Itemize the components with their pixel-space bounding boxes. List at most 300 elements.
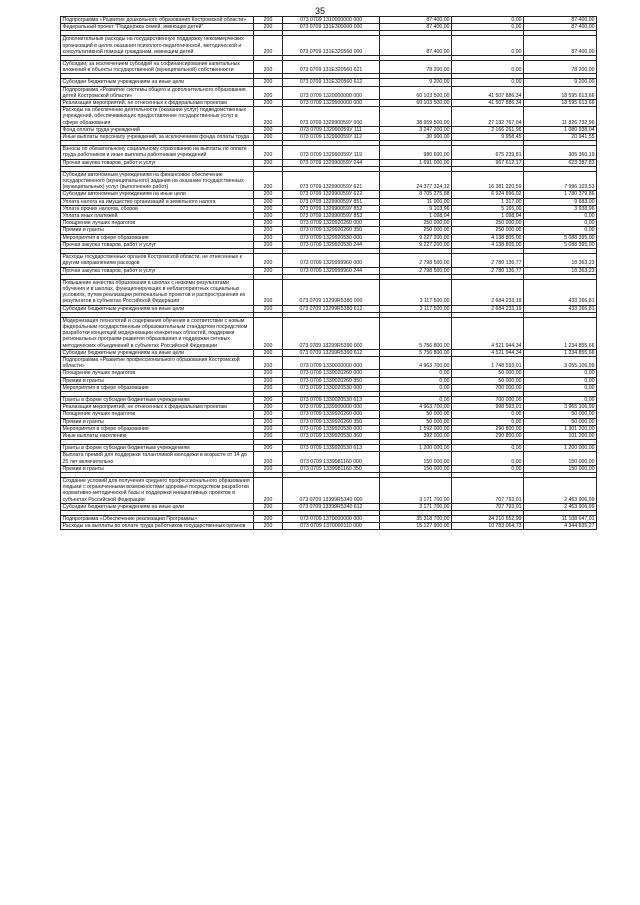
row-rest-cell: 9 683,00 <box>524 198 597 205</box>
row-gr-cell: 200 <box>254 205 283 212</box>
row-code-cell: 073 0709 1339900000 000 <box>283 404 380 411</box>
row-code-cell: 073 0709 1329920530 244 <box>283 241 380 248</box>
row-rest-cell: 50 000,00 <box>524 418 597 425</box>
table-row <box>61 477 597 503</box>
row-rest-cell: 433 266,81 <box>524 279 597 305</box>
row-plan-cell: 24 377 324,12 <box>380 171 452 191</box>
row-name-cell: Премии и гранты <box>61 418 254 425</box>
row-name-cell: Субсидии, за исключением субсидий на софинансирование капитальных вложений в объекты государственной (муниципальной) собственности <box>61 61 254 74</box>
table-row <box>61 227 597 234</box>
row-rest-cell: 150 000,00 <box>524 465 597 472</box>
row-code-cell: 073 0709 132990059У 851 <box>283 198 380 205</box>
row-fact-cell: 0,00 <box>452 411 524 418</box>
row-name-cell: Прочая закупка товаров, работ и услуг <box>61 267 254 274</box>
row-name-cell: Премии и гранты <box>61 377 254 384</box>
table-row <box>61 191 597 198</box>
table-row <box>61 411 597 418</box>
row-fact-cell: 2 166 261,96 <box>452 126 524 133</box>
row-fact-cell: 4 138 805,00 <box>452 234 524 241</box>
row-fact-cell: 2 684 233,19 <box>452 305 524 312</box>
row-plan-cell: 150 000,00 <box>380 465 452 472</box>
row-gr-cell: 200 <box>254 445 283 452</box>
row-name-cell: Подпрограмма «Развитие дошкольного образования Костромской области» <box>61 17 254 24</box>
row-plan-cell: 1 200 000,00 <box>380 445 452 452</box>
row-gr-cell: 200 <box>254 17 283 24</box>
table-row <box>61 36 597 56</box>
row-code-cell: 073 0709 13399R5340 000 <box>283 477 380 503</box>
row-rest-cell: 0,00 <box>524 396 597 403</box>
row-gr-cell: 200 <box>254 86 283 99</box>
row-code-cell: 073 0709 1370000110 000 <box>283 523 380 530</box>
row-code-cell: 073 0709 1330020260 350 <box>283 377 380 384</box>
row-plan-cell: 78 200,00 <box>380 61 452 74</box>
row-rest-cell: 1 200 000,00 <box>524 445 597 452</box>
row-plan-cell: 60 103 500,00 <box>380 100 452 107</box>
row-rest-cell: 3 965 106,99 <box>524 404 597 411</box>
row-gr-cell: 200 <box>254 227 283 234</box>
row-code-cell: 073 0709 1339920260 350 <box>283 418 380 425</box>
row-code-cell: 073 0709 1329900000 000 <box>283 100 380 107</box>
row-gr-cell: 200 <box>254 198 283 205</box>
row-gr-cell: 200 <box>254 418 283 425</box>
row-code-cell: 073 0709 131E320560 612 <box>283 79 380 86</box>
row-rest-cell: 4 344 835,27 <box>524 523 597 530</box>
row-gr-cell: 200 <box>254 317 283 349</box>
row-gr-cell: 200 <box>254 24 283 31</box>
row-name-cell: Уплата налога на имущество организаций и земельного налога <box>61 198 254 205</box>
row-fact-cell: 9 958,45 <box>452 134 524 141</box>
row-rest-cell: 3 055 106,99 <box>524 356 597 369</box>
row-code-cell: 073 0709 1370000000 000 <box>283 516 380 523</box>
row-rest-cell: 78 200,00 <box>524 61 597 74</box>
row-gr-cell: 200 <box>254 134 283 141</box>
row-gr-cell: 200 <box>254 465 283 472</box>
row-gr-cell: 200 <box>254 411 283 418</box>
row-name-cell: Дополнительные расходы на государственную поддержку некоммерческих организаций в целях оказания психолого-педагогической, методической и консультативной помощи гражданам, имеющим детей <box>61 36 254 56</box>
row-fact-cell: 41 507 886,34 <box>452 100 524 107</box>
row-code-cell: 073 0709 1339920530 613 <box>283 445 380 452</box>
row-name-cell: Прочая закупка товаров, работ и услуг <box>61 159 254 166</box>
page-number: 35 <box>314 6 325 16</box>
row-code-cell: 073 0709 1329920260 350 <box>283 227 380 234</box>
row-code-cell: 073 0709 1330000000 000 <box>283 356 380 369</box>
table-row <box>61 503 597 510</box>
row-fact-cell: 4 521 944,34 <box>452 349 524 356</box>
row-name-cell: Субсидии автономным учреждениям на иные цели <box>61 191 254 198</box>
row-gr-cell: 200 <box>254 370 283 377</box>
row-code-cell: 073 0709 1310000000 000 <box>283 17 380 24</box>
table-row <box>61 370 597 377</box>
row-fact-cell: 10 783 064,73 <box>452 523 524 530</box>
table-row <box>61 305 597 312</box>
row-plan-cell: 9 227 200,00 <box>380 241 452 248</box>
row-code-cell: 073 0709 13299R5390 612 <box>283 349 380 356</box>
row-fact-cell: 250 000,00 <box>452 227 524 234</box>
row-name-cell: Фонд оплаты труда учреждений <box>61 126 254 133</box>
row-code-cell: 073 0709 13299R5380 000 <box>283 279 380 305</box>
row-name-cell: Федеральный проект "Поддержка семей, имеющих детей" <box>61 24 254 31</box>
row-fact-cell: 290 800,00 <box>452 425 524 432</box>
table-row <box>61 377 597 384</box>
table-row <box>61 61 597 74</box>
table-row <box>61 267 597 274</box>
row-plan-cell: 3 117 500,00 <box>380 279 452 305</box>
row-name-cell: Подпрограмма «Развитие профессионального образования Костромской области» <box>61 356 254 369</box>
row-name-cell: Мероприятия в сфере образования <box>61 425 254 432</box>
row-plan-cell: 3 247 200,00 <box>380 126 452 133</box>
row-name-cell: Подпрограмма «Обеспечение реализации Программы» <box>61 516 254 523</box>
row-plan-cell: 35 318 700,00 <box>380 516 452 523</box>
table-row <box>61 418 597 425</box>
row-code-cell: 073 0709 132990059У 622 <box>283 191 380 198</box>
row-fact-cell: 0,00 <box>452 36 524 56</box>
row-code-cell: 073 0709 1339920530 000 <box>283 425 380 432</box>
table-row <box>61 317 597 349</box>
row-code-cell: 073 0709 131E300000 000 <box>283 24 380 31</box>
row-gr-cell: 200 <box>254 159 283 166</box>
row-plan-cell: 392 000,00 <box>380 432 452 439</box>
row-plan-cell: 2 798 500,00 <box>380 267 452 274</box>
row-fact-cell: 0,00 <box>452 418 524 425</box>
row-gr-cell: 200 <box>254 279 283 305</box>
row-code-cell: 073 0709 1320000000 000 <box>283 86 380 99</box>
table-row <box>61 205 597 212</box>
row-gr-cell: 200 <box>254 404 283 411</box>
row-name-cell: Реализация мероприятий, не отнесенных к федеральным проектам <box>61 100 254 107</box>
row-fact-cell: 0,00 <box>452 17 524 24</box>
row-plan-cell: 150 000,00 <box>380 452 452 465</box>
row-rest-cell: 50 000,00 <box>524 411 597 418</box>
row-plan-cell: 0,00 <box>380 384 452 391</box>
row-code-cell: 073 0709 13299R5390 000 <box>283 317 380 349</box>
row-rest-cell: 0,00 <box>524 227 597 234</box>
row-rest-cell: 1 301 200,00 <box>524 425 597 432</box>
row-gr-cell: 200 <box>254 171 283 191</box>
row-fact-cell: 250 000,00 <box>452 220 524 227</box>
table-row <box>61 213 597 220</box>
row-code-cell: 073 0709 132990059У 852 <box>283 205 380 212</box>
row-code-cell: 073 0709 1329920260 000 <box>283 220 380 227</box>
table-row <box>61 198 597 205</box>
table-row <box>61 465 597 472</box>
row-code-cell: 073 0709 132990059У 244 <box>283 159 380 166</box>
row-code-cell: 073 0709 1329999960 244 <box>283 267 380 274</box>
row-code-cell: 073 0709 1330020260 000 <box>283 370 380 377</box>
row-rest-cell: 433 266,81 <box>524 305 597 312</box>
row-name-cell: Поощрение лучших педагогов <box>61 411 254 418</box>
row-name-cell: Расходы на выплаты по оплате труда работников государственных органов <box>61 523 254 530</box>
row-rest-cell: 101 200,00 <box>524 432 597 439</box>
row-plan-cell: 0,00 <box>380 370 452 377</box>
row-gr-cell: 200 <box>254 191 283 198</box>
row-rest-cell: 87 400,00 <box>524 17 597 24</box>
row-plan-cell: 3 171 700,00 <box>380 503 452 510</box>
row-fact-cell: 16 381 220,59 <box>452 171 524 191</box>
row-plan-cell: 50 000,00 <box>380 411 452 418</box>
row-rest-cell: 18 363,23 <box>524 254 597 267</box>
row-fact-cell: 0,00 <box>452 445 524 452</box>
row-name-cell: Субсидии автономным учреждениям на финансовое обеспечение государственного (муниципального) задания на оказание государственных (муниципальных) услуг (выполнение работ) <box>61 171 254 191</box>
row-fact-cell: 4 138 805,00 <box>452 241 524 248</box>
row-fact-cell: 24 210 652,99 <box>452 516 524 523</box>
row-rest-cell: 3 938,96 <box>524 205 597 212</box>
row-gr-cell: 200 <box>254 213 283 220</box>
row-code-cell: 073 0709 1330020530 000 <box>283 384 380 391</box>
table-row <box>61 396 597 403</box>
row-rest-cell: 18 595 613,66 <box>524 86 597 99</box>
row-plan-cell: 11 000,00 <box>380 198 452 205</box>
row-rest-cell: 623 387,83 <box>524 159 597 166</box>
row-plan-cell: 60 103 500,00 <box>380 86 452 99</box>
row-code-cell: 073 0709 13399R5340 612 <box>283 503 380 510</box>
row-name-cell: Гранты в форме субсидии бюджетным учреждениям <box>61 445 254 452</box>
row-fact-cell: 290 800,00 <box>452 432 524 439</box>
table-row <box>61 356 597 369</box>
row-fact-cell: 1 748 593,01 <box>452 356 524 369</box>
row-name-cell: Повышение качества образования в школах с низкими результатами обучения и в школах, функционирующих в неблагоприятных социальных условиях, путем реализации региональных проектов и распространения их результатов в субъектах Российской Федерации <box>61 279 254 305</box>
row-name-cell: Премии и гранты <box>61 227 254 234</box>
row-rest-cell: 1 780 379,86 <box>524 191 597 198</box>
table-row <box>61 445 597 452</box>
row-name-cell: Подпрограмма «Развитие системы общего и дополнительного образования детей Костромской области» <box>61 86 254 99</box>
table-row <box>61 146 597 159</box>
row-gr-cell: 200 <box>254 356 283 369</box>
row-plan-cell: 2 798 500,00 <box>380 254 452 267</box>
row-plan-cell: 9 103,96 <box>380 205 452 212</box>
row-code-cell: 073 0709 132990059У 853 <box>283 213 380 220</box>
row-fact-cell: 0,00 <box>452 452 524 465</box>
row-name-cell: Поощрение лучших педагогов <box>61 370 254 377</box>
row-gr-cell: 200 <box>254 425 283 432</box>
table-row <box>61 17 597 24</box>
row-name-cell: Прочая закупка товаров, работ и услуг <box>61 241 254 248</box>
row-plan-cell: 980 600,00 <box>380 146 452 159</box>
row-gr-cell: 200 <box>254 349 283 356</box>
row-name-cell: Мероприятия в сфере образования <box>61 234 254 241</box>
table-row <box>61 159 597 166</box>
row-rest-cell: 1 234 855,66 <box>524 317 597 349</box>
table-row <box>61 100 597 107</box>
row-rest-cell: 20 941,55 <box>524 134 597 141</box>
row-fact-cell: 1 317,00 <box>452 198 524 205</box>
row-code-cell: 073 0709 132990059У 119 <box>283 146 380 159</box>
table-row <box>61 349 597 356</box>
table-row <box>61 171 597 191</box>
row-fact-cell: 707 793,01 <box>452 477 524 503</box>
row-gr-cell: 200 <box>254 305 283 312</box>
row-fact-cell: 675 239,81 <box>452 146 524 159</box>
row-rest-cell: 18 595 613,66 <box>524 100 597 107</box>
row-gr-cell: 200 <box>254 126 283 133</box>
table-row <box>61 452 597 465</box>
row-name-cell: Иные выплаты населению <box>61 432 254 439</box>
row-gr-cell: 200 <box>254 234 283 241</box>
row-name-cell: Создание условий для получения среднего профессионального образования людьми с ограниченными возможностями здоровья посредством разработки нормативно-методической базы и поддержки инициативных проектов в субъектах Российской Федерации <box>61 477 254 503</box>
row-fact-cell: 50 000,00 <box>452 370 524 377</box>
row-name-cell: Расходы на обеспечение деятельности (оказание услуг) подведомственных учреждений, обеспечивающих предоставление государственных услуг в сфере образования <box>61 107 254 127</box>
row-rest-cell: 11 826 732,96 <box>524 107 597 127</box>
row-gr-cell: 200 <box>254 36 283 56</box>
row-plan-cell: 87 400,00 <box>380 36 452 56</box>
row-rest-cell: 0,00 <box>524 370 597 377</box>
row-plan-cell: 1 592 000,00 <box>380 425 452 432</box>
row-fact-cell: 700 000,00 <box>452 384 524 391</box>
row-fact-cell: 4 521 944,34 <box>452 317 524 349</box>
row-code-cell: 073 0709 1329999960 000 <box>283 254 380 267</box>
row-name-cell: Расходы государственных органов Костромской области, не отнесенные к другим направлениям расходов <box>61 254 254 267</box>
row-plan-cell: 4 963 700,00 <box>380 404 452 411</box>
row-gr-cell: 200 <box>254 61 283 74</box>
row-fact-cell: 0,00 <box>452 79 524 86</box>
row-code-cell: 073 0709 1339981160 000 <box>283 452 380 465</box>
row-rest-cell: 9 200,00 <box>524 79 597 86</box>
row-rest-cell: 150 000,00 <box>524 452 597 465</box>
row-name-cell: Субсидии бюджетным учреждениям на иные цели <box>61 305 254 312</box>
row-rest-cell: 87 400,00 <box>524 36 597 56</box>
row-gr-cell: 200 <box>254 452 283 465</box>
row-fact-cell: 998 593,01 <box>452 404 524 411</box>
row-plan-cell: 9 227 200,00 <box>380 234 452 241</box>
row-gr-cell: 200 <box>254 79 283 86</box>
row-plan-cell: 8 705 275,88 <box>380 191 452 198</box>
table-row <box>61 107 597 127</box>
row-gr-cell: 200 <box>254 432 283 439</box>
table-row <box>61 384 597 391</box>
row-plan-cell: 87 400,00 <box>380 24 452 31</box>
row-gr-cell: 200 <box>254 384 283 391</box>
table-row <box>61 279 597 305</box>
row-rest-cell: 305 360,19 <box>524 146 597 159</box>
row-plan-cell: 3 171 700,00 <box>380 477 452 503</box>
row-plan-cell: 5 756 800,00 <box>380 349 452 356</box>
row-name-cell: Иные выплаты персоналу учреждений, за исключением фонда оплаты труда <box>61 134 254 141</box>
table-row <box>61 523 597 530</box>
row-name-cell: Взносы по обязательному социальному страхованию на выплаты по оплате труда работников и иные выплаты работникам учреждений <box>61 146 254 159</box>
row-gr-cell: 200 <box>254 100 283 107</box>
row-fact-cell: 1 098,04 <box>452 213 524 220</box>
row-rest-cell: 87 400,00 <box>524 24 597 31</box>
row-gr-cell: 200 <box>254 241 283 248</box>
table-row <box>61 79 597 86</box>
row-code-cell: 073 0709 1329920530 000 <box>283 234 380 241</box>
row-fact-cell: 707 793,01 <box>452 503 524 510</box>
row-name-cell: Субсидии бюджетным учреждениям на иные цели <box>61 349 254 356</box>
row-fact-cell: 2 684 233,19 <box>452 279 524 305</box>
row-rest-cell: 1 080 938,04 <box>524 126 597 133</box>
row-rest-cell: 1 234 855,66 <box>524 349 597 356</box>
row-fact-cell: 2 780 136,77 <box>452 254 524 267</box>
row-name-cell: Поощрение лучших педагогов <box>61 220 254 227</box>
row-gr-cell: 200 <box>254 477 283 503</box>
row-name-cell: Реализация мероприятий, не отнесенных к федеральным проектам <box>61 404 254 411</box>
row-rest-cell: 0,00 <box>524 377 597 384</box>
row-rest-cell: 0,00 <box>524 220 597 227</box>
row-code-cell: 073 0709 131E320560 621 <box>283 61 380 74</box>
row-gr-cell: 200 <box>254 146 283 159</box>
row-gr-cell: 200 <box>254 220 283 227</box>
row-fact-cell: 0,00 <box>452 465 524 472</box>
row-code-cell: 073 0709 1339920260 000 <box>283 411 380 418</box>
row-plan-cell: 4 963 700,00 <box>380 356 452 369</box>
row-gr-cell: 200 <box>254 503 283 510</box>
row-plan-cell: 0,00 <box>380 396 452 403</box>
row-code-cell: 073 0709 131E320560 000 <box>283 36 380 56</box>
row-name-cell: Выплата премий для поддержки талантливой молодежи в возрасте от 14 до 25 лет включительно <box>61 452 254 465</box>
row-rest-cell: 7 996 103,53 <box>524 171 597 191</box>
row-fact-cell: 27 132 767,04 <box>452 107 524 127</box>
row-fact-cell: 5 165,00 <box>452 205 524 212</box>
row-name-cell: Гранты в форме субсидии бюджетным учреждениям <box>61 396 254 403</box>
row-plan-cell: 30 900,00 <box>380 134 452 141</box>
row-code-cell: 073 0709 13299R5380 612 <box>283 305 380 312</box>
row-rest-cell: 2 463 906,99 <box>524 503 597 510</box>
row-fact-cell: 967 612,17 <box>452 159 524 166</box>
row-gr-cell: 200 <box>254 254 283 267</box>
row-name-cell: Модернизация технологий и содержания обучения в соответствии с новым федеральным государственным образовательным стандартом посредством разработки концепций модернизации конкретных областей, поддержки региональных программ развития образования и поддержки сетевых методических объединений в субъектах Российской Федерации <box>61 317 254 349</box>
budget-table-container <box>60 16 595 530</box>
row-gr-cell: 200 <box>254 377 283 384</box>
row-name-cell: Мероприятия в сфере образования <box>61 384 254 391</box>
table-row <box>61 241 597 248</box>
row-code-cell: 073 0709 1330020530 613 <box>283 396 380 403</box>
row-plan-cell: 250 000,00 <box>380 220 452 227</box>
row-plan-cell: 0,00 <box>380 377 452 384</box>
row-rest-cell: 11 108 047,01 <box>524 516 597 523</box>
budget-table-body <box>61 17 597 530</box>
row-plan-cell: 9 200,00 <box>380 79 452 86</box>
table-row <box>61 254 597 267</box>
row-gr-cell: 200 <box>254 396 283 403</box>
row-plan-cell: 50 000,00 <box>380 418 452 425</box>
row-gr-cell: 200 <box>254 107 283 127</box>
row-fact-cell: 700 000,00 <box>452 396 524 403</box>
table-row <box>61 404 597 411</box>
row-fact-cell: 0,00 <box>452 61 524 74</box>
row-plan-cell: 1 691 000,00 <box>380 159 452 166</box>
row-rest-cell: 5 088 395,00 <box>524 234 597 241</box>
table-row <box>61 220 597 227</box>
row-fact-cell: 50 000,00 <box>452 377 524 384</box>
row-plan-cell: 5 756 800,00 <box>380 317 452 349</box>
row-plan-cell: 38 959 500,00 <box>380 107 452 127</box>
row-plan-cell: 1 098,04 <box>380 213 452 220</box>
row-plan-cell: 250 000,00 <box>380 227 452 234</box>
row-name-cell: Уплата прочих налогов, сборов <box>61 205 254 212</box>
budget-execution-table <box>60 16 597 530</box>
row-name-cell: Уплата иных платежей <box>61 213 254 220</box>
row-code-cell: 073 0709 132990059У 000 <box>283 107 380 127</box>
table-row <box>61 432 597 439</box>
row-gr-cell: 200 <box>254 267 283 274</box>
row-rest-cell: 18 363,23 <box>524 267 597 274</box>
row-code-cell: 073 0709 1339981160 350 <box>283 465 380 472</box>
row-rest-cell: 0,00 <box>524 384 597 391</box>
row-plan-cell: 87 400,00 <box>380 17 452 24</box>
row-fact-cell: 0,00 <box>452 24 524 31</box>
row-code-cell: 073 0709 132990059У 112 <box>283 134 380 141</box>
table-row <box>61 234 597 241</box>
table-row <box>61 516 597 523</box>
row-gr-cell: 200 <box>254 523 283 530</box>
row-rest-cell: 0,00 <box>524 213 597 220</box>
row-plan-cell: 15 127 900,00 <box>380 523 452 530</box>
row-fact-cell: 2 780 136,77 <box>452 267 524 274</box>
row-fact-cell: 6 924 896,02 <box>452 191 524 198</box>
row-name-cell: Субсидии бюджетным учреждениям на иные цели <box>61 79 254 86</box>
table-row <box>61 86 597 99</box>
row-fact-cell: 41 507 886,34 <box>452 86 524 99</box>
row-rest-cell: 5 088 395,00 <box>524 241 597 248</box>
